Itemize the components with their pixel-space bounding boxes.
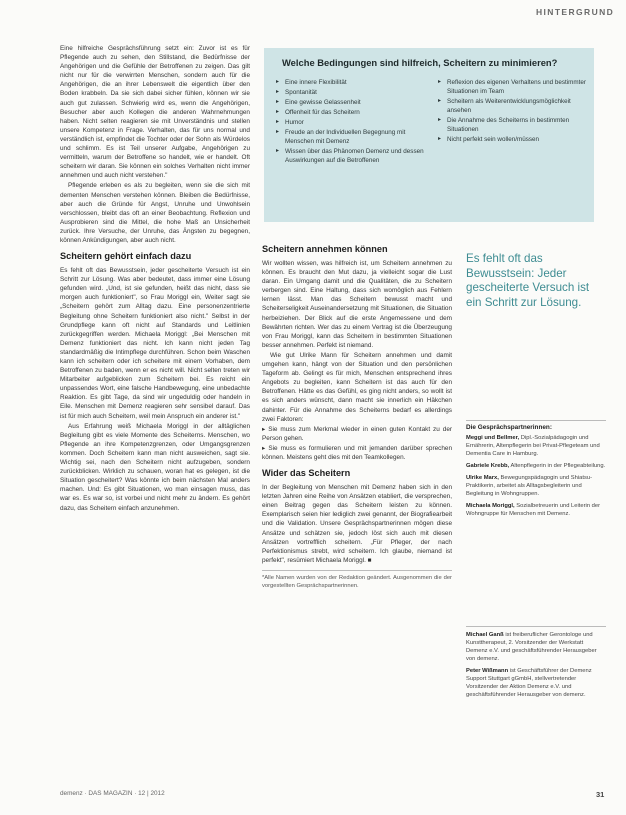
paragraph: In der Begleitung von Menschen mit Demenz haben sich in den letzten Jahren eine Reihe von Ansätzen etabliert, die versprechen, einen Beitrag gegen das Scheitern leisten zu können. Exemplarisch seien hier lediglich zwei genannt, der Biografiearbeit und die Validation. Unsere Gesprächspartnerinnen mögen diese Ansätze und schätzen sie, jedoch löst sich auch mit diesen Ansätzen vortrefflich scheitern. „Für Pfleger, der nach Perfektionismus strebt, wird scheitern. Ich glaube, niemand ist perfekt", resümiert Michaela Moriggl. ■ xyxy=(262,484,452,564)
paragraph: Es fehlt oft das Bewusstsein, jeder gescheiterte Versuch ist ein Schritt zur Lösung. Was aber bedeutet, dass immer eine Lösung gefunden wird. „Und, ist sie gefunden, heißt das nicht, dass sie morgen auch funktioniert", so Frau Moriggl ein, Weiter sagt sie „Scheitern gehört zum Alltag dazu. Eine personenzentrierte Begleitung ohne Scheitern funktioniert also nicht." Selbst in der Grundpflege kann oft nicht auf Standards und Leitlinien zurückgegriffen werden. Michaela Moriggl: „Bei Menschen mit Demenz funktioniert das nicht. Ich kann nicht jeden Tag standardmäßig die Intimpflege durchführen. Schon beim Waschen kann ich scheitern oder ich scheitere mit einem Vorhaben, dem Betroffenen zu baden, wenn er es nicht will. Nicht selten treten wir Mitarbeiter aufgeblicken zum Scheitern bei. Es reicht ein unpassendes Wort, eine falsche Handbewegung, eine unbedachte Reaktion. Es gibt Tage, da sind wir ungeduldig oder handeln in Eile. Menschen mit Demenz reagieren sehr sensibel darauf. Das ist für mich auch Scheitern, weil mein Anspruch ein anderer ist." xyxy=(60,267,250,420)
sidebar-heading: Die Gesprächspartnerinnen: xyxy=(466,424,552,431)
section-tag: HINTERGRUND xyxy=(536,7,615,17)
paragraph: Pflegende erleben es als zu begleiten, wenn sie die sich mit dementen Menschen verstehen können. Bleiben die Bedürfnisse, aber auch die Gründe für Angst, Unruhe und Unwohlsein verschlossen, bleibt das oft an einer Beobachtung. Reflexion und Ausprobieren sind die Mittel, die hohe Maß an Unsicherheit zurück. Ihre Versuche, der Unruhe, das Ängsten zu begegnen, können Ankündigungen, aber auch nicht. xyxy=(60,182,250,244)
partner-entry: Meggi und Bellmer, Dipl.-Sozialpädagogin und Ernährerin, Altenpflegerin bei Privat-Pflegeteam und Dementia Care in Hamburg. xyxy=(466,435,600,457)
list-item: ▸ Freude an der Individuellen Begegnung mit Menschen mit Demenz xyxy=(276,128,426,146)
footnote: *Alle Namen wurden von der Redaktion geändert. Ausgenommen die der vorgestellten Gesprächspartnerinnen. xyxy=(262,574,452,589)
paragraph: Eine hilfreiche Gesprächsführung setzt ein: Zuvor ist es für Pflegende auch zu sehen, den Stillstand, die Bedürfnisse der Angehörigen und die Gefühle der Betroffenen zu zeigen. Das gilt nicht nur für die verwirrten Menschen, sondern auch für die Angehörigen, die an ihrer Lebenswelt die eigentlich über den Boden krabbeln. Da sie sich dabei sicher fühlen, können wir sie auch gut zulassen. Schwierig wird es, wenn die Angehörigen, Besucher aber auch Kollegen die anderen Wahrnehmungen haben. Nicht selten reagieren sie mit Unverständnis und stellen unsere Kompetenz in Frage. Verhalten, das für uns normal und verständlich ist, empfindet die Tochter oder der Sohn als Würdelos und schlimm. Es ist Teil unserer Aufgabe, Angehörigen zu vermitteln, warum der Betroffene so handelt, wie er handelt. Oft scheitern wir daran. Sie können ein solches Verhalten nicht immer annehmen und auch nicht verstehen." xyxy=(60,45,250,180)
left-column xyxy=(60,44,250,514)
list-item: ▸ Eine gewisse Gelassenheit xyxy=(276,98,426,107)
pull-quote: Es fehlt oft das Bewusstsein: Jeder gescheiterte Versuch ist ein Schritt zur Lösung. xyxy=(466,252,590,309)
divider xyxy=(262,570,452,571)
partner-entry: Ulrike Marx, Bewegungspädagogin und Shiatsu-Praktikerin, arbeitet als Alltagsbegleiterin und Begleitung in Wohngruppen. xyxy=(466,475,593,497)
page-number: 31 xyxy=(596,790,605,799)
partners-sidebar xyxy=(466,424,606,522)
list-item: ▸ Nicht perfekt sein wollen/müssen xyxy=(438,135,588,144)
list-item: ▸ Humor xyxy=(276,118,426,127)
partner-entry: Michaela Moriggl, Sozialbetreuerin und Leiterin der Wohngruppe für Menschen mit Demenz. xyxy=(466,503,601,517)
author-entry: Peter Wißmann ist Geschäftsführer der Demenz Support Stuttgart gGmbH, stellvertretender Vorsitzender der Aktion Demenz e.V. und geschäftsführender Herausgeber von demenz. xyxy=(466,668,592,698)
list-item: ▸ Wissen über das Phänomen Demenz und dessen Auswirkungen auf die Betroffenen xyxy=(276,147,426,165)
paragraph: Wie gut Ulrike Mann für Scheitern annehmen und damit umgehen kann, hängt von der Situation und den persönlichen Tageform ab. Gelingt es für mich, Menschen entsprechend ihres Angebots zu begleiten, kann Scheitern ist das auch für den Betroffenen. Hätte es das Gefühl, es ging nicht anders, so wollt ist es sich anders wünscht, dann macht sie innerlich ein Häkchen dahinter. Für die Annahme des Scheiterns bedarf es allerdings zwei Faktoren: xyxy=(262,351,452,423)
list-item: ▸ Scheitern als Weiterentwicklungsmöglichkeit ansehen xyxy=(438,97,588,115)
partner-entry: Gabriele Krebb, Altenpflegerin in der Pflegeabteilung. xyxy=(466,463,606,469)
list-item: ▸ Spontanität xyxy=(276,88,426,97)
middle-column xyxy=(262,238,452,590)
divider xyxy=(466,420,606,421)
paragraph: Aus Erfahrung weiß Michaela Moriggl in der alltäglichen Begleitung gibt es viele Momente des Scheiterns. Menschen, wo Pflegende an ihre Kompetenzgrenzen, oder Umgangsgrenzen kommen. Doch Scheitern kann man nicht ausweichen, sagt sie. Wichtig sei, nach den Scheitern nicht aufzugeben, sondern zurückblicken. Wirklich zu schauen, woran hat es gelegen, ist die Situation gescheitert? Was könnte ich beim nächsten Mal anders machen. Und: Es gibt Situationen, wo man einsagen muss, das war es. Es war so, ist vorbei und nicht mehr zu ändern. Es gehört dazu, das Scheitern einfach anzunehmen. xyxy=(60,422,250,512)
section-heading: Scheitern annehmen können xyxy=(262,244,388,254)
divider xyxy=(466,626,606,627)
list-item: ▸ Reflexion des eigenen Verhaltens und bestimmter Situationen im Team xyxy=(438,78,588,96)
paragraph: Wir wollten wissen, was hilfreich ist, um Scheitern annehmen zu können. Es braucht den Mut dazu, ja vielleicht sogar die Lust daran. Ein Umgang damit und die Qualitäten, die zu Scheitern verbergen sind. Eine Haltung, dass sich womöglich aus Fehlern lernen lässt. Man das Scheitern bewusst macht und Scheiterseligkeit Auseinandersetzung mit Situationen, die Situation herbeiziehen. Der Blick auf die erste Angemessene und dem Bewährten richten. Wer das zu einem Vertrag ist die Überzeugung von Frau Moriggl, kann das Scheitern in bestimmten Situationen besser annehmen. Perfekt ist niemand. xyxy=(262,260,452,349)
bullet-item: ▸ Sie muss es formulieren und mit jemanden darüber sprechen können. Meistens geht dies mit den Teamkollegen. xyxy=(262,444,452,461)
info-box-list-right xyxy=(438,78,588,145)
list-item: ▸ Eine innere Flexibilität xyxy=(276,78,426,87)
footer-publication: demenz · DAS MAGAZIN · 12 | 2012 xyxy=(60,790,165,797)
info-box-list-left xyxy=(276,78,426,166)
list-item: ▸ Offenheit für das Scheitern xyxy=(276,108,426,117)
section-heading: Wider das Scheitern xyxy=(262,468,351,479)
section-heading: Scheitern gehört einfach dazu xyxy=(60,251,192,262)
bullet-item: ▸ Sie muss zum Merkmal wieder in einen guten Kontakt zu der Person gehen. xyxy=(262,425,453,442)
author-entry: Michael Ganß ist freiberuflicher Gerontologe und Kunsttherapeut, 2. Vorsitzender der Werkstatt Demenz e.V. und geschäftsführender Herausgeber von demenz. xyxy=(466,632,597,662)
end-mark: ■ xyxy=(367,556,372,564)
info-box-title: Welche Bedingungen sind hilfreich, Scheitern zu minimieren? xyxy=(282,57,558,68)
authors-sidebar xyxy=(466,631,606,703)
info-box xyxy=(264,48,594,222)
list-item: ▸ Die Annahme des Scheiterns in bestimmten Situationen xyxy=(438,116,588,134)
